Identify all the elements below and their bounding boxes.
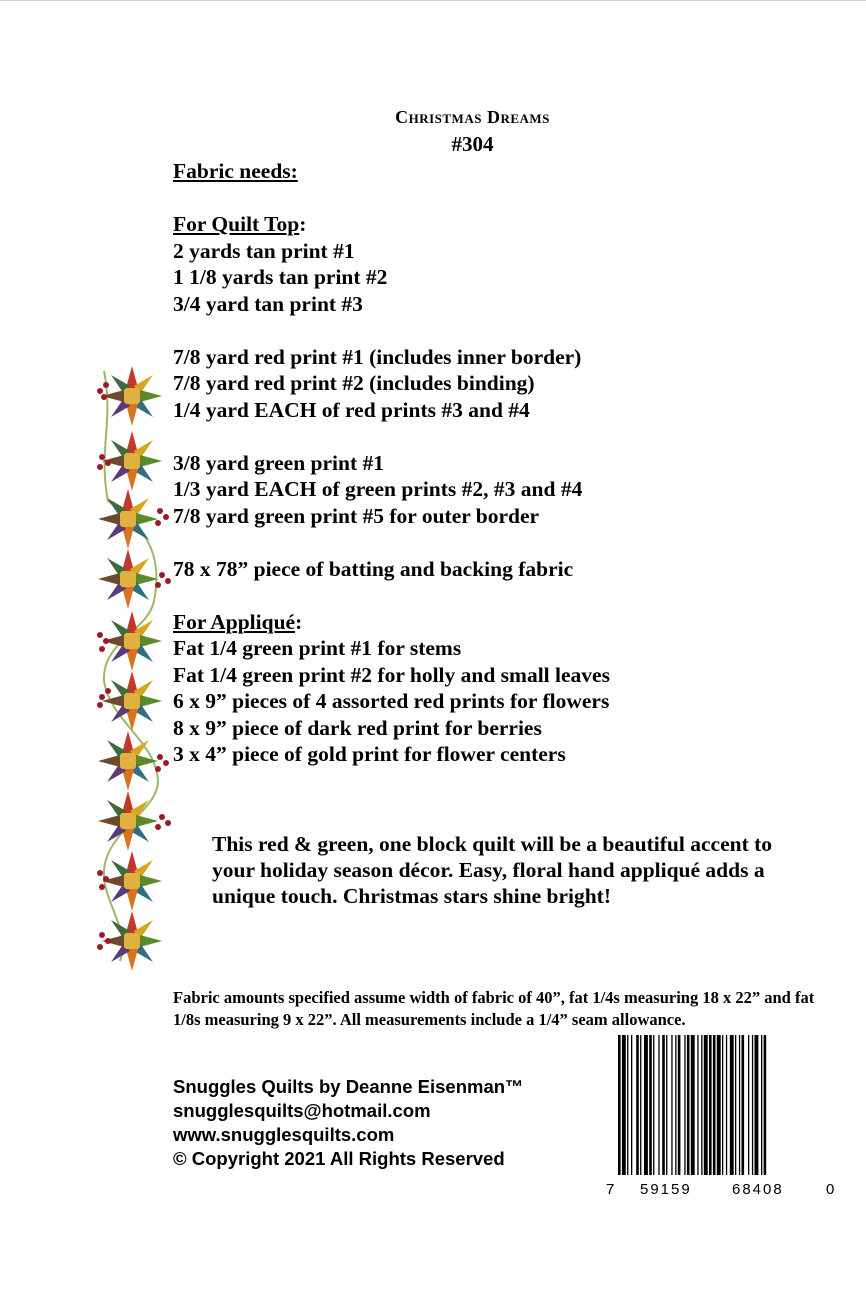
star-block-icon [102,431,162,491]
star-block-icon [98,489,158,549]
list-item: 1/3 yard EACH of green prints #2, #3 and #4 [173,477,583,501]
measurement-note: Fabric amounts specified assume width of fabric of 40”, fat 1/4s measuring 18 x 22” and fat 1/8s measuring 9 x 22”. All measurements include a 1/4” seam allowance. [173,988,815,1029]
pattern-number: #304 [451,132,494,156]
barcode-digit-first: 7 [606,1181,615,1198]
barcode-digits-right: 68408 [732,1181,784,1198]
list-item: 7/8 yard red print #1 (includes inner border) [173,344,582,369]
list-item: 3/4 yard tan print #3 [173,291,363,316]
barcode [604,1031,840,1201]
list-item: 3 x 4” piece of gold print for flower centers [173,742,566,766]
list-item: 2 yards tan print #1 [173,238,355,263]
list-item: 1/4 yard EACH of red prints #3 and #4 [173,397,530,422]
star-block-icon [98,731,158,791]
pattern-description: This red & green, one block quilt will be a beautiful accent to your holiday season décor. Easy, floral hand appliqué adds a unique touch. Christmas stars shine bright! [212,832,773,908]
website-url: www.snugglesquilts.com [173,1124,395,1145]
quilt-top-heading: For Quilt Top: [173,212,307,236]
barcode-bars [618,1035,766,1175]
star-block-icon [102,851,162,911]
star-block-icon [102,611,162,671]
fabric-needs-section [173,158,610,768]
fabric-needs-heading: Fabric needs: [173,159,298,183]
pattern-title: Christmas Dreams [395,107,550,127]
barcode-digits-left: 59159 [640,1181,692,1198]
list-item: Fat 1/4 green print #2 for holly and small leaves [173,662,610,687]
star-block-icon [102,366,162,426]
applique-heading: For Appliqué: [173,609,303,634]
list-item: 3/8 yard green print #1 [173,450,385,475]
barcode-digit-last: 0 [826,1181,835,1198]
email-address: snugglesquilts@hotmail.com [173,1100,431,1121]
star-block-icon [98,549,158,609]
star-border-illustration [92,361,176,973]
company-name: Snuggles Quilts by Deanne Eisenman™ [173,1076,524,1097]
contact-block [173,1075,524,1171]
star-block-icon [102,671,162,731]
list-item: 7/8 yard red print #2 (includes binding) [173,371,535,395]
copyright-notice: © Copyright 2021 All Rights Reserved [173,1148,505,1169]
star-block-icon [98,791,158,851]
list-item: 6 x 9” pieces of 4 assorted red prints for flowers [173,689,610,713]
list-item: 78 x 78” piece of batting and backing fabric [173,556,574,581]
list-item: Fat 1/4 green print #1 for stems [173,636,462,660]
list-item: 8 x 9” piece of dark red print for berries [173,715,542,740]
list-item: 7/8 yard green print #5 for outer border [173,503,540,528]
list-item: 1 1/8 yards tan print #2 [173,265,388,289]
